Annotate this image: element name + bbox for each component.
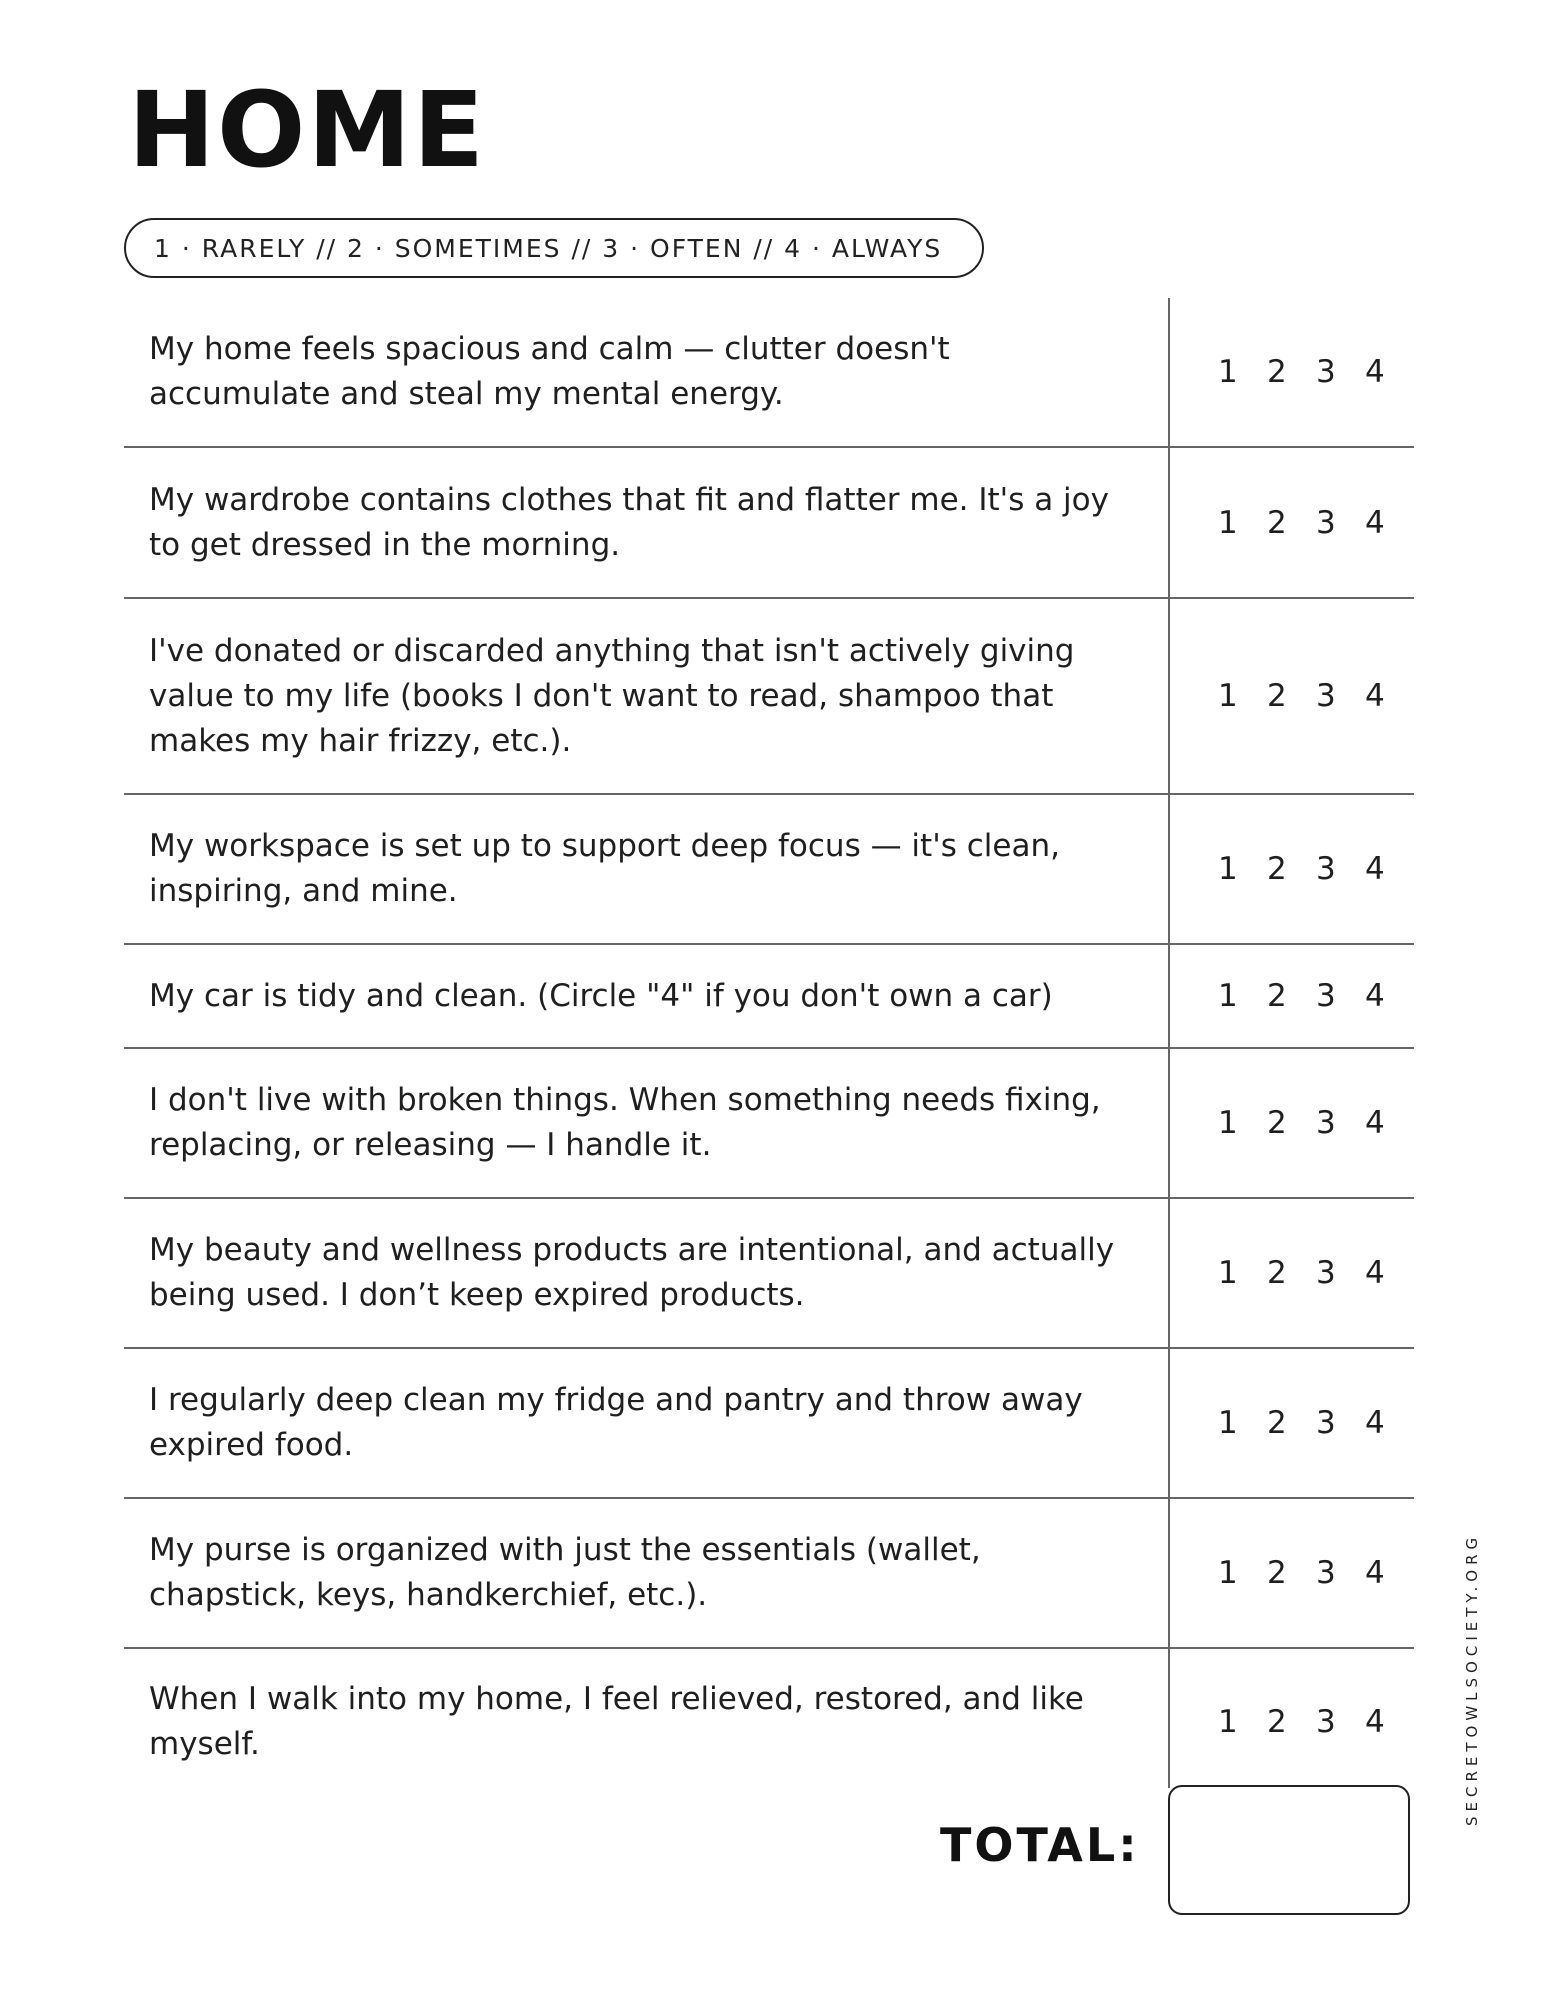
rating-2[interactable]: 2 — [1267, 851, 1287, 887]
statement-text: When I walk into my home, I feel relieved, restored, and like myself. — [149, 1680, 1084, 1762]
checklist-row — [124, 599, 1414, 795]
rating-1[interactable]: 1 — [1218, 354, 1238, 390]
rating-4[interactable]: 4 — [1365, 1555, 1385, 1591]
rating-options — [1132, 1555, 1414, 1591]
rating-4[interactable]: 4 — [1365, 504, 1385, 541]
statement-text: I don't live with broken things. When something needs fixing, replacing, or releasing — I handle it. — [149, 1082, 1101, 1163]
rating-1[interactable]: 1 — [1218, 1555, 1238, 1591]
rating-2[interactable]: 2 — [1267, 354, 1287, 390]
rating-1[interactable]: 1 — [1218, 678, 1238, 714]
total-label: TOTAL: — [940, 1818, 1140, 1872]
statement-text: My beauty and wellness products are intentional, and actually being used. I don’t keep expired products. — [149, 1232, 1115, 1313]
statement-text: I regularly deep clean my fridge and pantry and throw away expired food. — [149, 1382, 1083, 1463]
rating-2[interactable]: 2 — [1267, 978, 1287, 1014]
rating-2[interactable]: 2 — [1267, 1405, 1287, 1441]
rating-4[interactable]: 4 — [1365, 678, 1385, 714]
checklist-row — [124, 1349, 1414, 1499]
rating-3[interactable]: 3 — [1316, 1255, 1336, 1291]
rating-options — [1132, 851, 1414, 887]
checklist-row — [124, 945, 1414, 1049]
rating-2[interactable]: 2 — [1267, 1105, 1287, 1141]
checklist-row — [124, 1649, 1414, 1794]
website-url: SECRETOWLSOCIETY.ORG — [1463, 1532, 1481, 1826]
rating-3[interactable]: 3 — [1316, 678, 1336, 714]
rating-2[interactable]: 2 — [1267, 1555, 1287, 1591]
rating-3[interactable]: 3 — [1316, 978, 1336, 1014]
rating-3[interactable]: 3 — [1316, 354, 1336, 390]
rating-3[interactable]: 3 — [1316, 1703, 1336, 1740]
rating-options — [1132, 678, 1414, 714]
rating-options — [1132, 1105, 1414, 1141]
statement-text: My workspace is set up to support deep focus — it's clean, inspiring, and mine. — [149, 828, 1060, 909]
statement-text: I've donated or discarded anything that isn't actively giving value to my life (books I don't want to read, shampoo that makes my hair frizzy, etc.). — [149, 632, 1075, 759]
checklist-row — [124, 795, 1414, 945]
rating-4[interactable]: 4 — [1365, 1255, 1385, 1291]
rating-3[interactable]: 3 — [1316, 1555, 1336, 1591]
statement-text: My purse is organized with just the essentials (wallet, chapstick, keys, handkerchief, etc.). — [149, 1532, 981, 1613]
rating-1[interactable]: 1 — [1218, 1703, 1238, 1740]
rating-options — [1132, 978, 1414, 1014]
checklist-row — [124, 1199, 1414, 1349]
total-input-box[interactable] — [1168, 1785, 1410, 1915]
rating-2[interactable]: 2 — [1267, 1703, 1287, 1740]
rating-1[interactable]: 1 — [1218, 851, 1238, 887]
rating-4[interactable]: 4 — [1365, 1105, 1385, 1141]
rating-1[interactable]: 1 — [1218, 504, 1238, 541]
rating-options — [1132, 1405, 1414, 1441]
checklist-row — [124, 298, 1414, 448]
rating-2[interactable]: 2 — [1267, 678, 1287, 714]
checklist-row — [124, 1049, 1414, 1199]
rating-3[interactable]: 3 — [1316, 504, 1336, 541]
rating-options — [1132, 1704, 1414, 1740]
rating-scale-legend: 1 · RARELY // 2 · SOMETIMES // 3 · OFTEN // 4 · ALWAYS — [124, 218, 984, 278]
checklist-table — [124, 298, 1414, 1794]
rating-3[interactable]: 3 — [1316, 851, 1336, 887]
rating-4[interactable]: 4 — [1365, 978, 1385, 1014]
statement-text: My car is tidy and clean. (Circle "4" if you don't own a car) — [149, 977, 1053, 1014]
rating-2[interactable]: 2 — [1267, 1255, 1287, 1291]
rating-1[interactable]: 1 — [1218, 1405, 1238, 1441]
page-title: HOME — [128, 69, 486, 191]
rating-4[interactable]: 4 — [1365, 1405, 1385, 1441]
rating-4[interactable]: 4 — [1365, 851, 1385, 887]
rating-3[interactable]: 3 — [1316, 1105, 1336, 1141]
rating-1[interactable]: 1 — [1218, 978, 1238, 1014]
rating-options — [1132, 505, 1414, 541]
rating-2[interactable]: 2 — [1267, 504, 1287, 541]
statement-text: My home feels spacious and calm — clutter doesn't accumulate and steal my mental energy. — [149, 331, 950, 412]
statement-text: My wardrobe contains clothes that fit and flatter me. It's a joy to get dressed in the morning. — [149, 481, 1109, 563]
rating-4[interactable]: 4 — [1365, 1703, 1385, 1740]
checklist-row — [124, 1499, 1414, 1649]
rating-1[interactable]: 1 — [1218, 1255, 1238, 1291]
rating-4[interactable]: 4 — [1365, 354, 1385, 390]
rating-1[interactable]: 1 — [1218, 1105, 1238, 1141]
rating-options — [1132, 354, 1414, 390]
checklist-row — [124, 448, 1414, 599]
rating-options — [1132, 1255, 1414, 1291]
rating-3[interactable]: 3 — [1316, 1405, 1336, 1441]
